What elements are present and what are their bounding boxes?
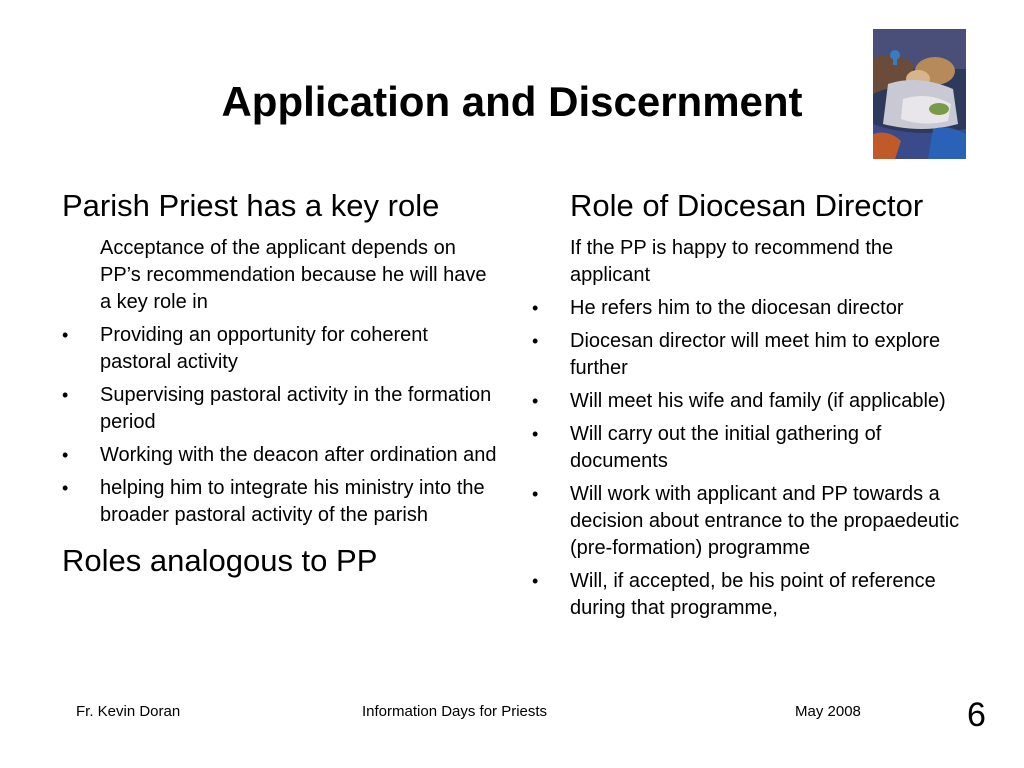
footer-event: Information Days for Priests [362, 703, 548, 720]
list-item-text: Will work with applicant and PP towards a decision about entrance to the propaedeutic (pre-formation) programme [570, 483, 960, 559]
list-item [62, 475, 502, 529]
painting-icon [873, 29, 966, 159]
list-item [532, 568, 970, 622]
list-item-text: helping him to integrate his ministry into the broader pastoral activity of the parish [100, 477, 485, 526]
left-column-heading: Parish Priest has a key role [62, 188, 440, 223]
bullet-icon: • [62, 325, 69, 345]
right-column [532, 188, 970, 628]
list-item-text: He refers him to the diocesan director [570, 297, 904, 319]
page-number: 6 [967, 696, 986, 734]
bullet-icon: • [532, 331, 539, 351]
footer-date: May 2008 [795, 703, 861, 720]
list-item [532, 421, 970, 475]
bullet-icon: • [532, 298, 539, 318]
list-item [532, 481, 970, 562]
list-item-text: Diocesan director will meet him to explore further [570, 330, 941, 379]
left-subheading: Roles analogous to PP [62, 543, 378, 578]
list-item [532, 388, 970, 415]
list-item [532, 328, 970, 382]
bullet-icon: • [532, 484, 539, 504]
bullet-icon: • [62, 385, 69, 405]
list-item-text: Will meet his wife and family (if applicable) [570, 390, 946, 412]
list-item-text: Providing an opportunity for coherent pastoral activity [100, 324, 428, 373]
left-column [62, 188, 502, 579]
footer-author: Fr. Kevin Doran [76, 703, 181, 720]
list-item-text: Will, if accepted, be his point of reference during that programme, [570, 570, 936, 619]
bullet-icon: • [532, 424, 539, 444]
right-bullet-list [532, 235, 970, 622]
list-item-text: Will carry out the initial gathering of documents [570, 423, 882, 472]
bullet-icon: • [62, 478, 69, 498]
left-intro-text: Acceptance of the applicant depends on PP’s recommendation because he will have a key role in [100, 237, 487, 313]
list-item [62, 322, 502, 376]
bullet-icon: • [532, 391, 539, 411]
right-intro-text: If the PP is happy to recommend the applicant [570, 237, 894, 286]
list-item-text: Supervising pastoral activity in the formation period [100, 384, 492, 433]
slide-title: Application and Discernment [221, 78, 803, 125]
bullet-icon: • [62, 445, 69, 465]
list-item-text: Working with the deacon after ordination and [100, 444, 497, 466]
left-bullet-list [62, 235, 502, 529]
bullet-icon: • [532, 571, 539, 591]
list-item [532, 295, 970, 322]
list-item [62, 382, 502, 436]
list-item [62, 442, 502, 469]
right-column-heading: Role of Diocesan Director [570, 188, 924, 223]
